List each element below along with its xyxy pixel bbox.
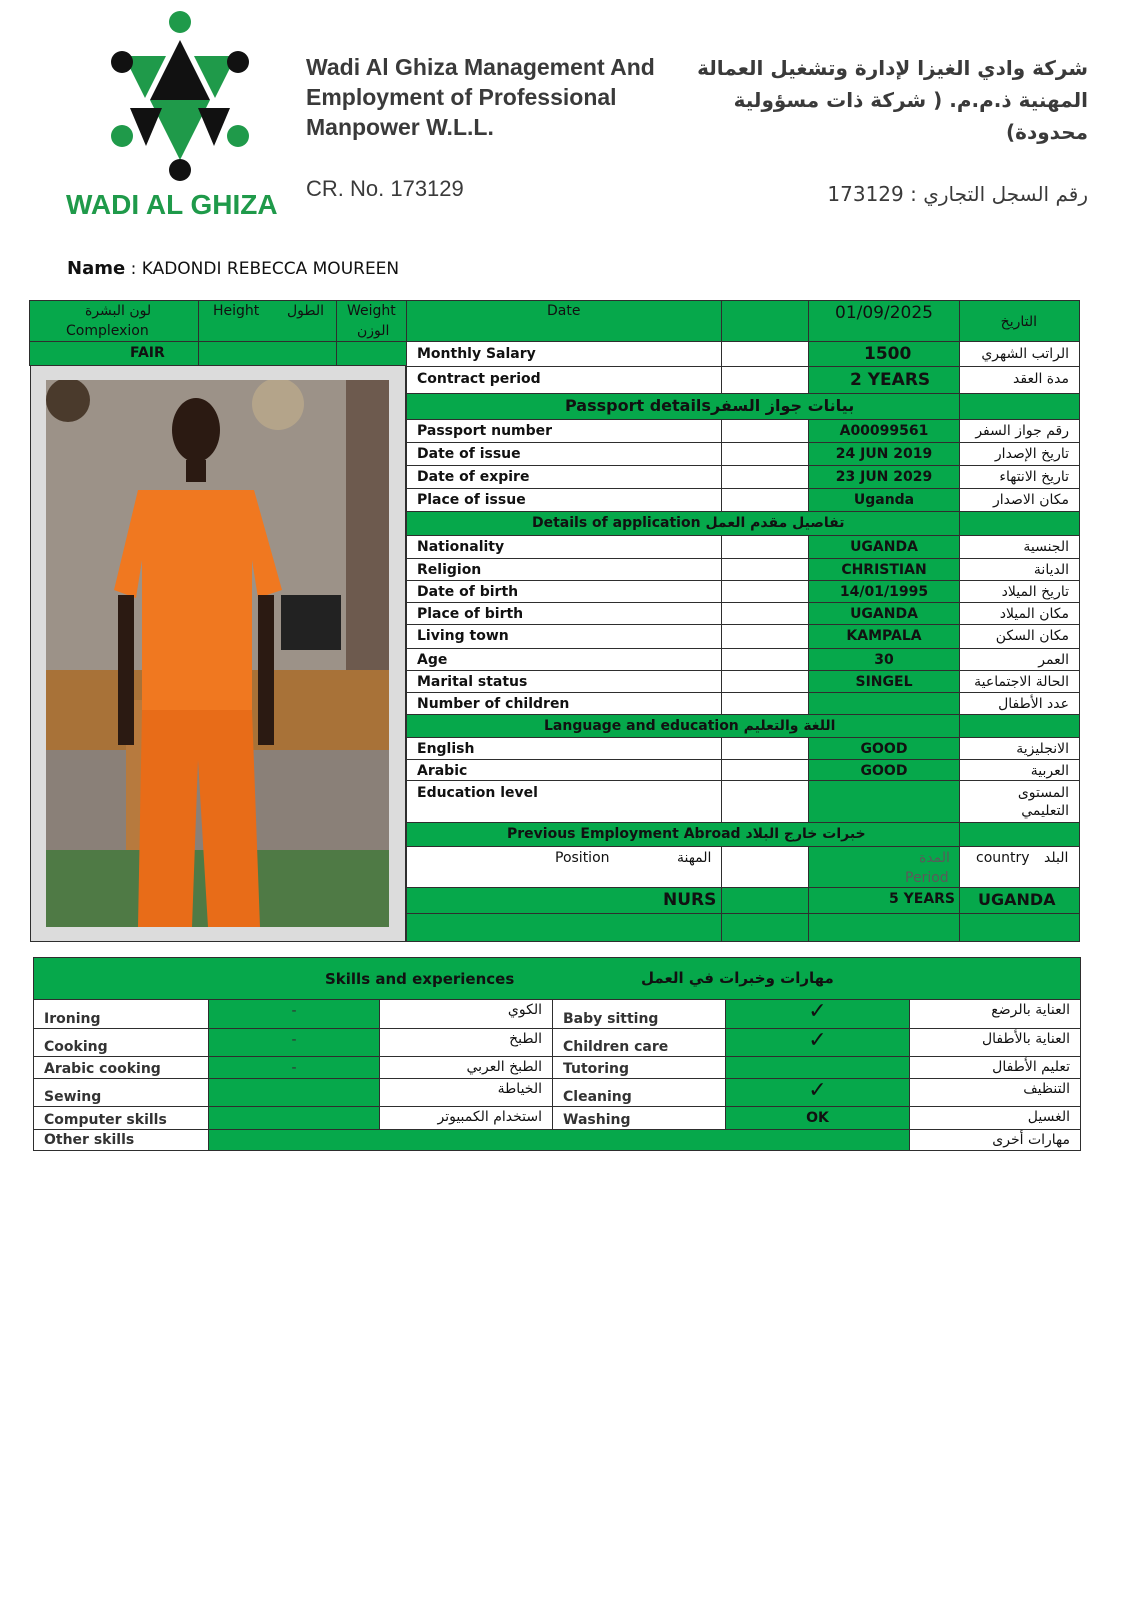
application-row-spacer (721, 558, 809, 581)
language-row-ar-text: العربية (1030, 763, 1069, 779)
weight-value (336, 341, 407, 366)
passport-row-value-text: 23 JUN 2029 (835, 469, 933, 485)
application-row-label (406, 580, 722, 603)
passport-row-value (808, 465, 960, 489)
application-row-label-text: Date of birth (417, 584, 519, 600)
skill-left-ar-text: الخياطة (497, 1081, 542, 1097)
application-row-ar (959, 670, 1080, 693)
skill-right-ar (909, 1028, 1081, 1057)
contract-label: Contract period (406, 366, 722, 394)
application-row-value (808, 648, 960, 671)
skill-left-label-text: Sewing (44, 1089, 102, 1105)
skill-left-ar-text: الطبخ العربي (466, 1059, 542, 1075)
application-row-ar (959, 535, 1080, 559)
application-row-value (808, 558, 960, 581)
application-row-spacer (721, 692, 809, 715)
application-row-label (406, 535, 722, 559)
passport-row-ar-text: رقم جواز السفر (975, 423, 1069, 439)
skill-right-ar (909, 1106, 1081, 1130)
skill-left-ar-text: الكوي (507, 1002, 542, 1018)
application-row-value (808, 624, 960, 649)
skill-right-value (725, 1056, 910, 1079)
language-row-ar (959, 737, 1080, 760)
application-header-spacer (959, 511, 1080, 536)
application-row-label (406, 602, 722, 625)
application-row-label-text: Nationality (417, 539, 505, 555)
application-row-spacer (721, 670, 809, 693)
weight-header: Weight الوزن (336, 300, 407, 342)
application-row-ar-text: مكان السكن (995, 628, 1069, 644)
passport-row-value (808, 442, 960, 466)
skill-left-value (208, 1028, 380, 1057)
passport-row-ar (959, 419, 1080, 443)
passport-row-ar (959, 488, 1080, 512)
language-row-value-text: GOOD (860, 741, 908, 757)
application-row-label (406, 670, 722, 693)
application-row-label-text: Religion (417, 562, 482, 578)
candidate-photo (46, 380, 389, 927)
passport-row-value (808, 419, 960, 443)
skill-left-value (208, 1056, 380, 1079)
skill-left-ar (379, 1106, 553, 1130)
passport-row-label-text: Place of issue (417, 492, 526, 508)
application-row-ar (959, 558, 1080, 581)
skill-right-ar (909, 999, 1081, 1029)
skill-left-value-text: - (291, 1003, 297, 1019)
language-row-spacer (721, 737, 809, 760)
application-row-ar (959, 692, 1080, 715)
skill-other-label: Other skills (33, 1129, 209, 1151)
date-value: 01/09/2025 (808, 300, 960, 342)
complexion-header: لون البشرة Complexion (29, 300, 199, 342)
passport-row-ar (959, 442, 1080, 466)
candidate-name: Name : KADONDI REBECCA MOUREEN (67, 258, 400, 279)
application-row-value (808, 692, 960, 715)
skill-left-ar (379, 1056, 553, 1079)
skill-other-value (208, 1129, 910, 1151)
employment-empty-3 (808, 913, 960, 942)
passport-row-label (406, 442, 722, 466)
application-row-value-text: UGANDA (850, 539, 918, 555)
skill-right-label-text: Baby sitting (563, 1011, 659, 1027)
contract-ar: مدة العقد (959, 366, 1080, 394)
application-row-label (406, 648, 722, 671)
date-spacer (721, 300, 809, 342)
skill-left-ar (379, 1078, 553, 1107)
employment-spacer (721, 887, 809, 914)
passport-row-label (406, 465, 722, 489)
language-row-ar (959, 759, 1080, 781)
application-row-value-text: UGANDA (850, 606, 918, 622)
application-row-value-text: KAMPALA (846, 628, 922, 644)
passport-header-spacer (959, 393, 1080, 420)
employment-empty-2 (721, 913, 809, 942)
application-row-label-text: Living town (417, 628, 509, 644)
skill-left-value (208, 999, 380, 1029)
skills-header: Skills and experiences مهارات وخبرات في العمل (33, 957, 1081, 1000)
application-row-value (808, 602, 960, 625)
application-row-label (406, 558, 722, 581)
application-row-spacer (721, 535, 809, 559)
passport-row-value (808, 488, 960, 512)
application-row-ar (959, 580, 1080, 603)
date-ar: التاريخ (959, 300, 1080, 342)
passport-row-spacer (721, 419, 809, 443)
language-row-spacer (721, 759, 809, 781)
skill-left-label (33, 1056, 209, 1079)
skill-left-value (208, 1078, 380, 1107)
language-row-value-text: GOOD (860, 763, 908, 779)
skill-left-label (33, 999, 209, 1029)
skill-left-ar (379, 999, 553, 1029)
skill-left-label-text: Cooking (44, 1039, 108, 1055)
skill-left-value (208, 1106, 380, 1130)
application-row-ar-text: عدد الأطفال (998, 696, 1069, 712)
checkmark-icon: ✓ (808, 999, 827, 1024)
application-row-ar-text: العمر (1038, 652, 1069, 668)
employment-empty-4 (959, 913, 1080, 942)
passport-header: Passport detailsبيانات جواز السفر (406, 393, 960, 420)
skill-right-label-text: Tutoring (563, 1061, 629, 1077)
skill-right-label-text: Cleaning (563, 1089, 632, 1105)
salary-value: 1500 (808, 341, 960, 367)
skill-right-value (725, 999, 910, 1029)
passport-row-label (406, 488, 722, 512)
salary-spacer (721, 341, 809, 367)
application-row-label-text: Age (417, 652, 448, 668)
application-row-ar-text: مكان الميلاد (999, 606, 1069, 622)
application-row-ar (959, 624, 1080, 649)
application-row-ar (959, 602, 1080, 625)
checkmark-icon: ✓ (808, 1078, 827, 1103)
skill-right-label (552, 1056, 726, 1079)
contract-value: 2 YEARS (808, 366, 960, 394)
application-header: Details of application تفاصيل مقدم العمل (406, 511, 960, 536)
skill-right-label (552, 1078, 726, 1107)
application-row-label-text: Number of children (417, 696, 570, 712)
application-row-value-text: SINGEL (855, 674, 913, 690)
skill-left-value-text: - (291, 1060, 297, 1076)
employment-header-spacer (959, 822, 1080, 847)
education-spacer (721, 780, 809, 823)
height-header: Height الطول (198, 300, 337, 342)
skill-right-label (552, 1028, 726, 1057)
position-col-header: Position المهنة (406, 846, 722, 888)
application-row-label (406, 692, 722, 715)
language-row-value (808, 759, 960, 781)
passport-row-value-text: A00099561 (839, 423, 929, 439)
application-row-spacer (721, 624, 809, 649)
application-row-value (808, 580, 960, 603)
period-col-header: المدة Period (808, 846, 960, 888)
employment-period: 5 YEARS (808, 887, 960, 914)
date-label-cell: Date (406, 300, 722, 342)
skill-left-ar-text: استخدام الكمبيوتر (437, 1109, 542, 1125)
application-row-ar-text: الحالة الاجتماعية (974, 674, 1069, 690)
passport-row-ar-text: تاريخ الإصدار (994, 446, 1069, 462)
language-row-label-text: Arabic (417, 763, 468, 779)
application-row-spacer (721, 648, 809, 671)
skill-left-label-text: Arabic cooking (44, 1061, 161, 1077)
skill-right-ar-text: الغسيل (1027, 1109, 1070, 1125)
application-row-value-text: 14/01/1995 (839, 584, 929, 600)
passport-row-spacer (721, 465, 809, 489)
company-name-en: Wadi Al Ghiza Management And Employment of Professional Manpower W.L.L. (306, 54, 655, 140)
name-value: KADONDI REBECCA MOUREEN (141, 259, 400, 279)
country-col-header: country البلد (959, 846, 1080, 888)
application-row-ar (959, 648, 1080, 671)
salary-label: Monthly Salary (406, 341, 722, 367)
employment-position: NURS (406, 887, 722, 914)
skill-right-ar-text: التنظيف (1023, 1081, 1070, 1097)
skill-right-value (725, 1078, 910, 1107)
skill-right-value (725, 1028, 910, 1057)
passport-row-label-text: Passport number (417, 423, 553, 439)
company-cr-ar: رقم السجل التجاري : 173129 (827, 182, 1088, 206)
skill-right-label-text: Children care (563, 1039, 669, 1055)
skill-right-ar-text: تعليم الأطفال (992, 1059, 1070, 1075)
skill-left-label (33, 1028, 209, 1057)
skill-right-ar-text: العناية بالأطفال (981, 1031, 1070, 1047)
company-name-ar: شركة وادي الغيزا لإدارة وتشغيل العمالة المهنية ذ.م.م. ( شركة ذات مسؤولية محدودة) (697, 56, 1088, 144)
employment-header: Previous Employment Abroad خبرات خارج البلاد (406, 822, 960, 847)
passport-row-ar-text: تاريخ الانتهاء (999, 469, 1069, 485)
complexion-value: FAIR (29, 341, 199, 366)
language-header-spacer (959, 714, 1080, 738)
company-cr-en: CR. No. 173129 (306, 176, 464, 201)
passport-row-ar (959, 465, 1080, 489)
skill-right-ar (909, 1056, 1081, 1079)
salary-ar: الراتب الشهري (959, 341, 1080, 367)
skill-left-value-text: - (291, 1032, 297, 1048)
passport-row-spacer (721, 442, 809, 466)
name-label: Name (67, 258, 126, 279)
language-header: Language and education اللغة والتعليم (406, 714, 960, 738)
skill-right-label (552, 1106, 726, 1130)
employment-country: UGANDA (959, 887, 1080, 914)
language-row-label (406, 759, 722, 781)
skill-right-value (725, 1106, 910, 1130)
skill-left-label (33, 1106, 209, 1130)
application-row-value-text: CHRISTIAN (841, 562, 927, 578)
application-row-spacer (721, 580, 809, 603)
passport-row-ar-text: مكان الاصدار (993, 492, 1069, 508)
employment-col-spacer (721, 846, 809, 888)
skill-left-ar-text: الطبخ (509, 1031, 542, 1047)
skill-left-label-text: Computer skills (44, 1112, 167, 1128)
skill-right-ar (909, 1078, 1081, 1107)
logo-text: WADI AL GHIZA (66, 189, 278, 220)
passport-row-value-text: 24 JUN 2019 (835, 446, 933, 462)
skill-other-ar: مهارات أخرى (909, 1129, 1081, 1151)
passport-row-value-text: Uganda (853, 492, 915, 508)
application-row-ar-text: تاريخ الميلاد (1001, 584, 1069, 600)
skill-right-ar-text: العناية بالرضع (991, 1002, 1070, 1018)
contract-spacer (721, 366, 809, 394)
skill-right-value-text: OK (806, 1110, 829, 1126)
language-row-label (406, 737, 722, 760)
passport-row-label (406, 419, 722, 443)
employment-empty-1 (406, 913, 722, 942)
passport-row-label-text: Date of expire (417, 469, 530, 485)
application-row-value-text: 30 (874, 652, 894, 668)
skill-left-label-text: Ironing (44, 1011, 101, 1027)
skill-left-ar (379, 1028, 553, 1057)
application-row-ar-text: الجنسية (1023, 539, 1069, 555)
skill-right-label-text: Washing (563, 1112, 631, 1128)
education-value (808, 780, 960, 823)
language-row-ar-text: الانجليزية (1016, 741, 1069, 757)
application-row-ar-text: الديانة (1033, 562, 1069, 578)
application-row-label (406, 624, 722, 649)
application-row-value (808, 535, 960, 559)
company-logo (62, 10, 302, 225)
education-ar: المستوى التعليمي (959, 780, 1080, 823)
education-label: Education level (406, 780, 722, 823)
passport-row-label-text: Date of issue (417, 446, 521, 462)
passport-row-spacer (721, 488, 809, 512)
skill-right-label (552, 999, 726, 1029)
application-row-spacer (721, 602, 809, 625)
application-row-label-text: Place of birth (417, 606, 524, 622)
language-row-value (808, 737, 960, 760)
application-row-label-text: Marital status (417, 674, 528, 690)
height-value (198, 341, 337, 366)
language-row-label-text: English (417, 741, 475, 757)
application-row-value (808, 670, 960, 693)
skill-left-label (33, 1078, 209, 1107)
checkmark-icon: ✓ (808, 1028, 827, 1053)
